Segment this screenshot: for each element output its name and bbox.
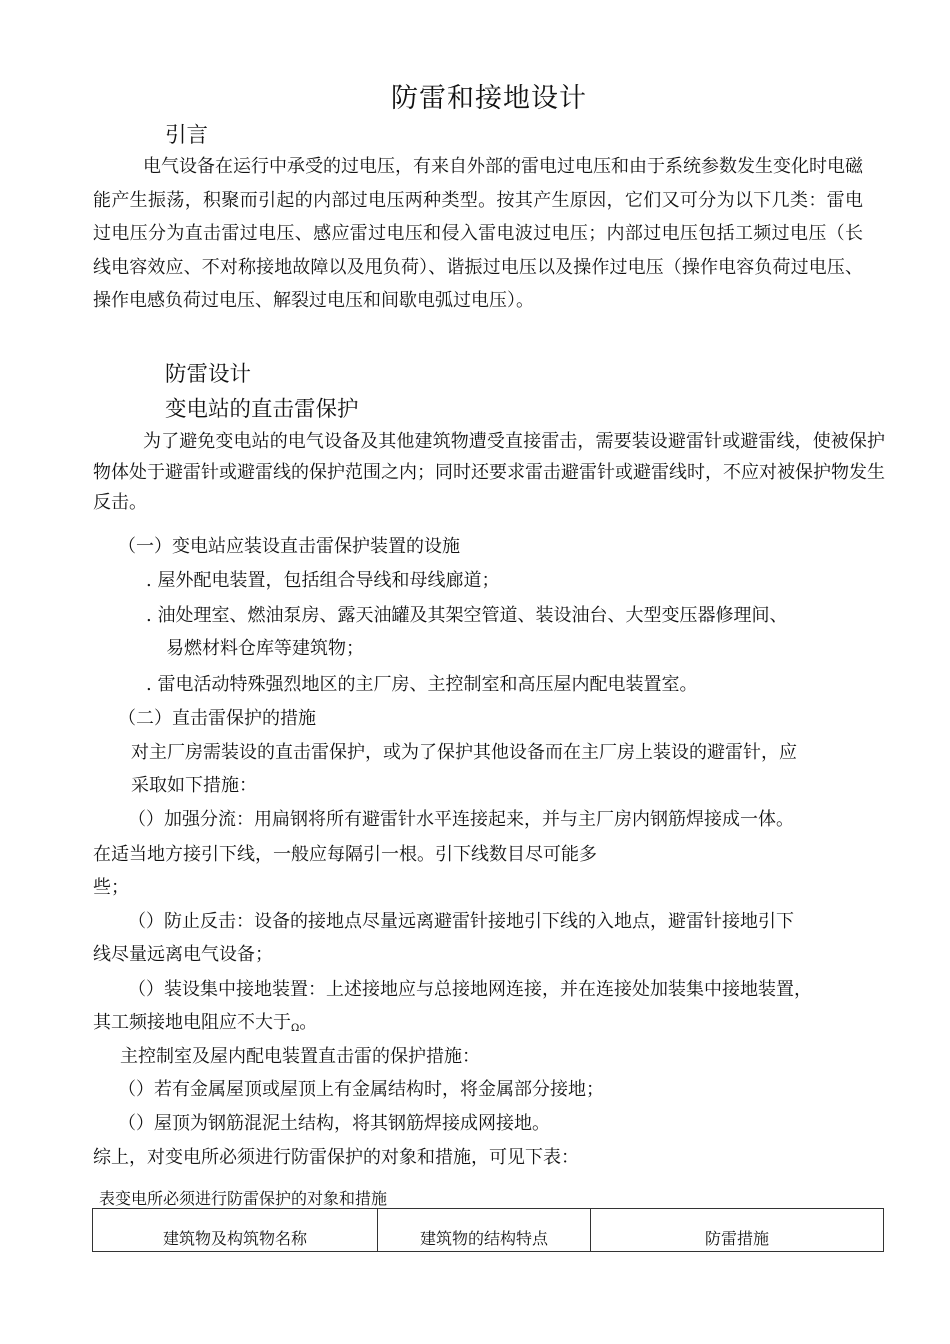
item1-b-line1: . 油处理室、燃油泵房、露天油罐及其架空管道、装设油台、大型变压器修理间、 [146,605,788,626]
intro-paragraph: 电气设备在运行中承受的过电压，有来自外部的雷电过电压和由于系统参数发生变化时电磁能产生振荡，积聚而引起的内部过电压两种类型。按其产生原因，它们又可分为以下几类：雷电过电压分为直击雷过电压、感应雷过电压和侵入雷电波过电压；内部过电压包括工频过电压（长线电容效应、不对称接地故障以及甩负荷）、谐振过电压以及操作过电压（操作电容负荷过电压、操作电感负荷过电压、解裂过电压和间歇电弧过电压）。 [93,156,863,311]
summary-line: 综上，对变电所必须进行防雷保护的对象和措施，可见下表： [93,1147,579,1168]
measure3-line1: （）装设集中接地装置：上述接地应与总接地网连接，并在连接处加装集中接地装置， [128,979,812,1000]
table-caption: 表变电所必须进行防雷保护的对象和措施 [99,1189,388,1208]
page-title: 防雷和接地设计 [391,83,587,114]
measure2-line2: 线尽量远离电气设备； [93,944,273,965]
direct-strike-paragraph: 为了避免变电站的电气设备及其他建筑物遭受直接雷击，需要装设避雷针或避雷线，使被保护物体处于避雷针或避雷线的保护范围之内；同时还要求雷击避雷针或避雷线时，不应对被保护物发生反击。 [93,431,885,513]
measure1-line3: 些； [93,877,129,898]
table-header-measures: 防雷措施 [591,1209,884,1252]
item1-heading: （一）变电站应装设直击雷保护装置的设施 [118,536,460,557]
item1-a: . 屋外配电装置，包括组合导线和母线廊道； [146,570,500,591]
measure1-line2: 在适当地方接引下线，一般应每隔引一根。引下线数目尽可能多 [93,844,597,865]
measure1-line1: （）加强分流：用扁钢将所有避雷针水平连接起来，并与主厂房内钢筋焊接成一体。 [128,809,794,830]
table-header-name: 建筑物及构筑物名称 [93,1209,378,1252]
item2-intro-line1: 对主厂房需装设的直击雷保护，或为了保护其他设备而在主厂房上装设的避雷针，应 [131,742,797,763]
measure2-line1: （）防止反击：设备的接地点尽量远离避雷针接地引下线的入地点，避雷针接地引下 [128,911,794,932]
control-measure-1: （）若有金属屋顶或屋顶上有金属结构时，将金属部分接地； [118,1079,604,1100]
heading-intro: 引言 [165,123,209,148]
table-header-row [93,1209,884,1252]
measure3-text: 其工频接地电阻应不大于 [93,1012,291,1033]
item2-heading: （二）直击雷保护的措施 [118,708,316,729]
control-room-heading: 主控制室及屋内配电装置直击雷的保护措施： [120,1046,480,1067]
item1-c: . 雷电活动特殊强烈地区的主厂房、主控制室和高压屋内配电装置室。 [146,674,698,695]
measure3-unit: Ω [291,1023,300,1034]
measure3-end: 。 [299,1012,318,1033]
measure3-line2 [93,1011,317,1041]
heading-direct-strike: 变电站的直击雷保护 [165,397,359,422]
table-header-structure: 建筑物的结构特点 [378,1209,591,1252]
item2-intro-line2: 采取如下措施： [131,775,257,796]
heading-lightning-design: 防雷设计 [165,362,252,387]
item1-b-line2: 易燃材料仓库等建筑物； [166,638,364,659]
control-measure-2: （）屋顶为钢筋混泥土结构，将其钢筋焊接成网接地。 [118,1113,550,1134]
protection-table [92,1208,884,1252]
